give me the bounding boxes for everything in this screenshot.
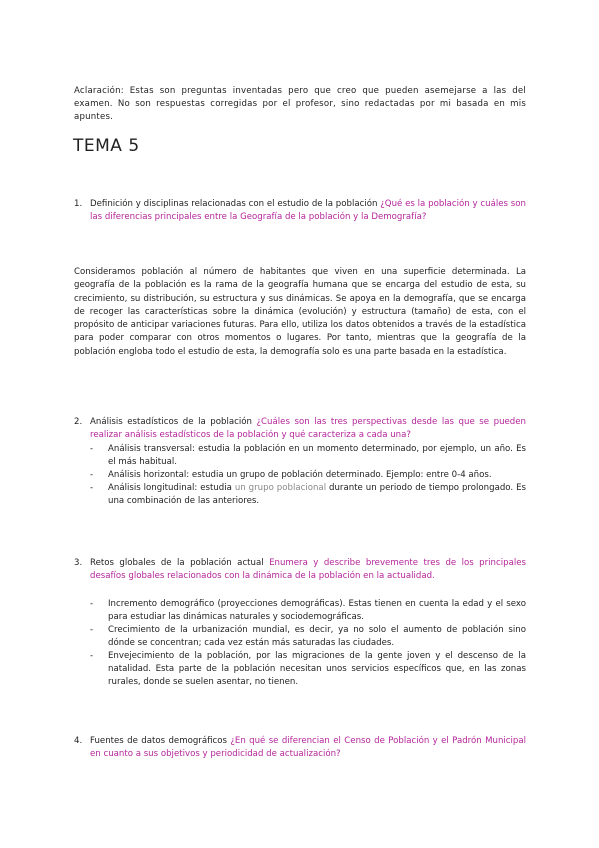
list-item: - Incremento demográfico (proyecciones demográficas). Estas tienen en cuenta la edad y el sexo para estudiar las dinámicas naturales y sociodemográficas. [90, 599, 526, 622]
list-item: - Análisis transversal: estudia la población en un momento determinado, por ejemplo, un año. Es el más habitual. [90, 444, 526, 467]
page-title: TEMA 5 [73, 136, 140, 156]
answer-1: Consideramos población al número de habitantes que viven en una superficie determinada. La geografía de la población es la rama de la geografía humana que se encarga del estudio de esta, su crecimiento, su distribución, su estructura y sus dinámicas. Se apoya en la demografía, que se encarga de recoger las características sobre la dinámica (evolución) y estructura (tamaño) de esta, con el propósito de anticipar variaciones futuras. Para ello, utiliza los datos obtenidos a través de la estadística para poder comparar con otros momentos o lugares. Por tanto, mientras que la geografía de la población engloba todo el estudio de esta, la demografía solo es una parte basada en la estadística. [74, 267, 526, 357]
list-item: - Análisis horizontal: estudia un grupo de población determinado. Ejemplo: entre 0-4 años. [90, 470, 492, 480]
clarification-note: Aclaración: Estas son preguntas inventadas pero que creo que pueden asemejarse a las del examen. No son respuestas corregidas por el profesor, sino redactadas por mi basada en mis apuntes. [74, 86, 526, 122]
question-topic: Retos globales de la población actual [90, 558, 270, 568]
question-text [90, 735, 526, 761]
question-prompt: Enumera y describe brevemente tres de los principales desafíos globales relacionados con la dinámica de la población en la actualidad. [90, 558, 526, 581]
question-2 [74, 416, 526, 442]
highlighted-phrase: un grupo poblacional [234, 483, 327, 493]
question-topic: Análisis estadísticos de la población [90, 417, 257, 427]
question-number: 1. [74, 199, 83, 209]
question-1 [74, 198, 526, 224]
list-item: - Envejecimiento de la población, por las migraciones de la gente joven y el descenso de la natalidad. Esta parte de la población necesitan unos servicios específicos que, en las zonas rurales, donde se suelen asentar, no tienen. [90, 651, 526, 687]
question-3 [74, 557, 526, 583]
question-text [90, 198, 526, 224]
question-prompt: ¿En qué se diferencian el Censo de Población y el Padrón Municipal en cuanto a sus objetivos y periodicidad de actualización? [90, 736, 527, 759]
question-4 [74, 735, 526, 761]
question-text [90, 557, 526, 583]
question-prompt: ¿Cuáles son las tres perspectivas desde las que se pueden realizar análisis estadísticos de la población y qué caracteriza a cada una? [90, 417, 526, 440]
question-number: 4. [74, 736, 83, 746]
question-number: 2. [74, 417, 83, 427]
question-number: 3. [74, 558, 83, 568]
answer-2-list [90, 443, 526, 508]
answer-3-list [90, 598, 526, 689]
question-text [90, 416, 526, 442]
list-item: - Análisis longitudinal: estudia un grupo poblacional durante un periodo de tiempo prolongado. Es una combinación de las anteriores. [90, 483, 526, 506]
question-topic: Fuentes de datos demográficos [90, 736, 231, 746]
question-topic: Definición y disciplinas relacionadas con el estudio de la población [90, 199, 381, 209]
question-prompt: ¿Qué es la población y cuáles son las diferencias principales entre la Geografía de la población y la Demografía? [90, 199, 526, 222]
list-item: - Crecimiento de la urbanización mundial, es decir, ya no solo el aumento de población sino dónde se concentran; cada vez están más saturadas las ciudades. [90, 625, 526, 648]
